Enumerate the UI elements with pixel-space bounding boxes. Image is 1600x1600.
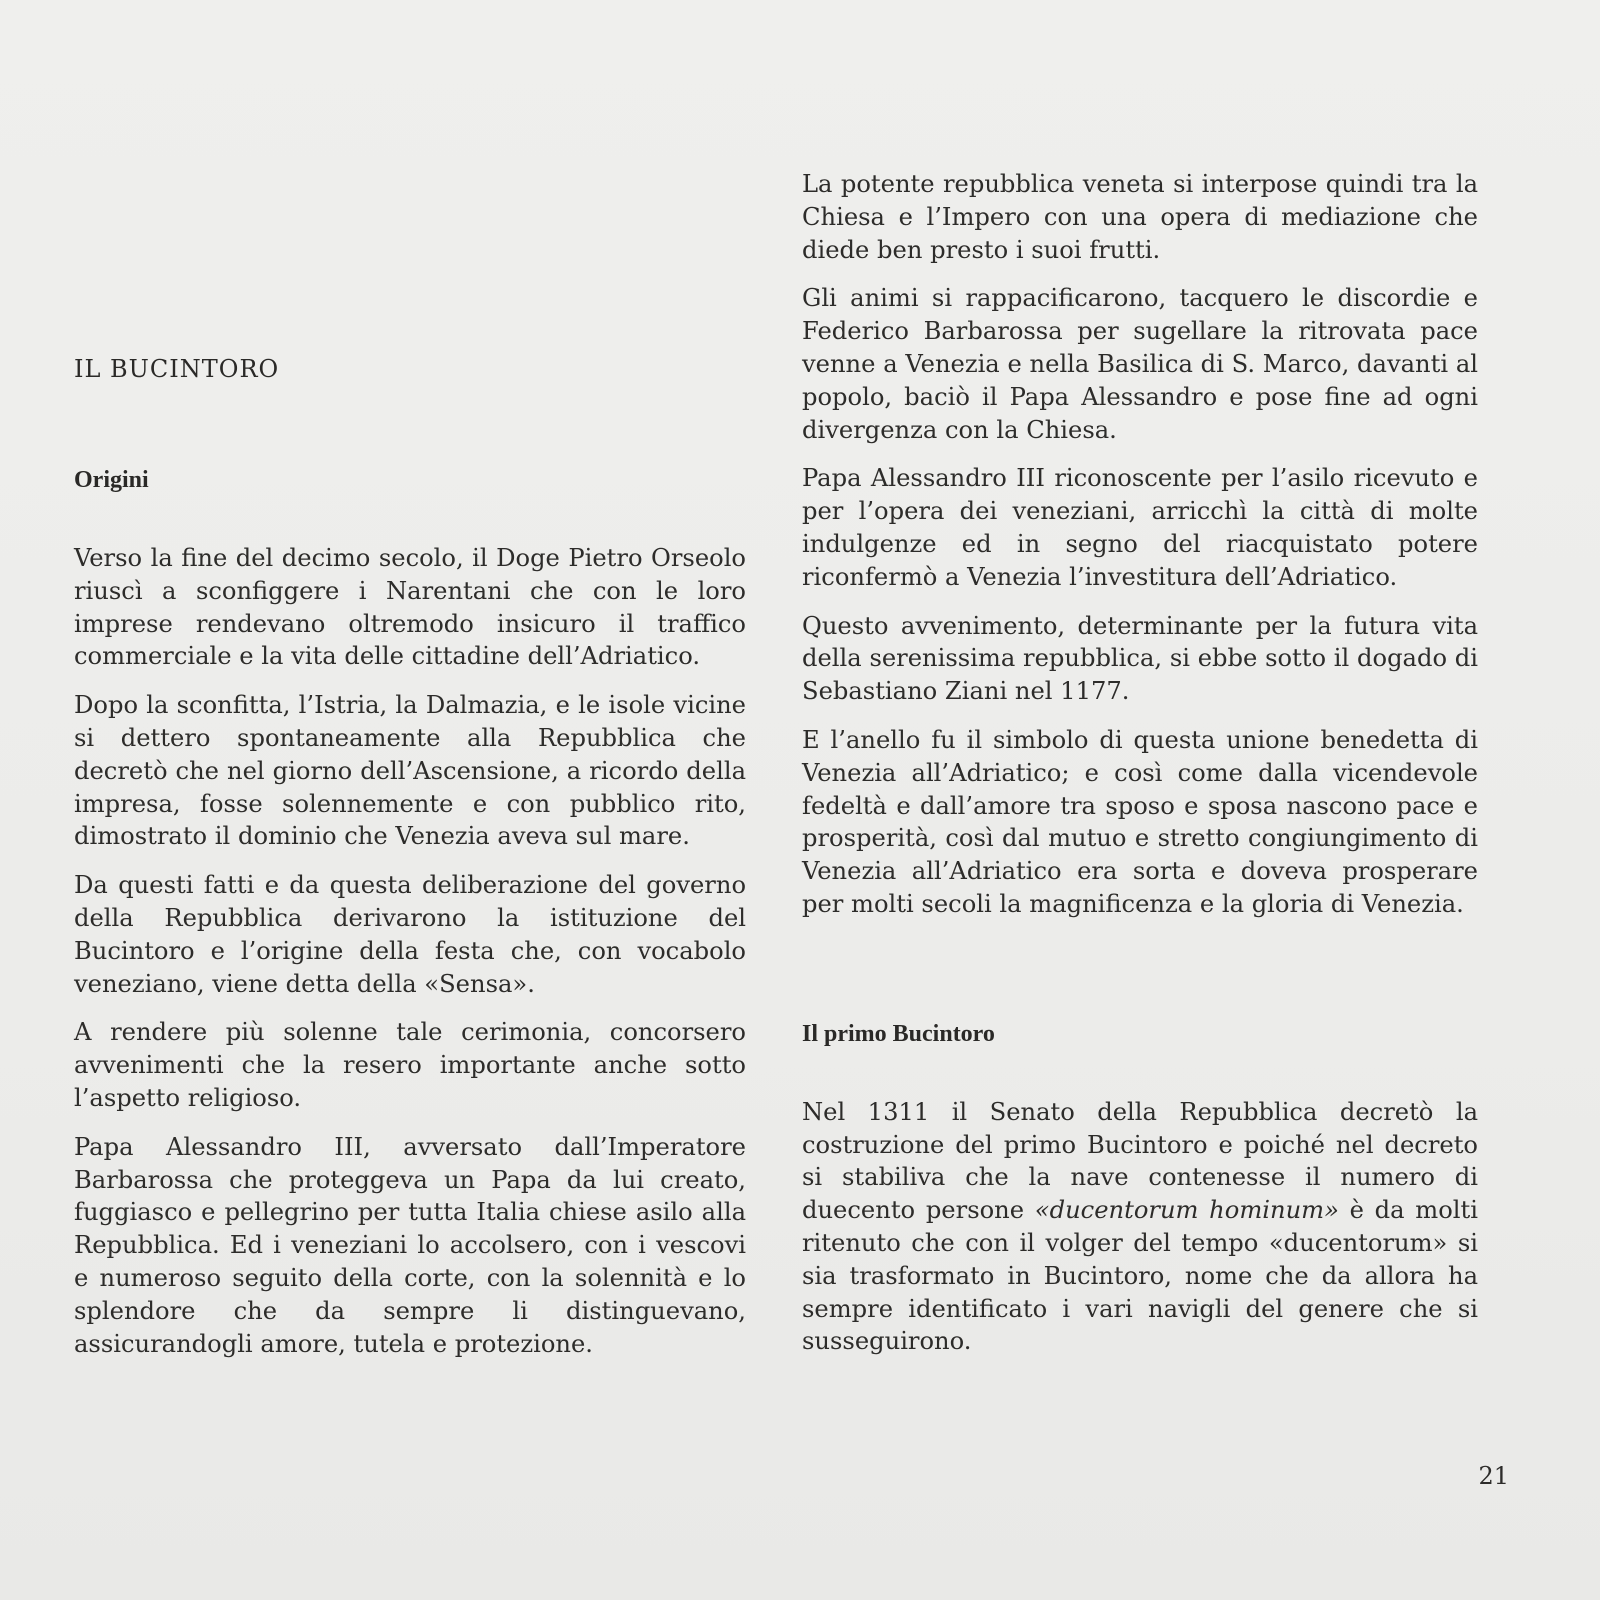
subheading-origini: Origini	[74, 467, 149, 493]
paragraph-text: è da molti ritenuto che con il volger del tempo «ducentorum» si sia trasformato in Bucintoro, nome che da allora ha sempre identificato i vari navigli del genere che si susseguirono.	[802, 1196, 1478, 1356]
paragraph: Da questi fatti e da questa deliberazione del governo della Repubblica derivarono la istituzione del Bucintoro e l’origine della festa che, con vocabolo veneziano, viene detta della «Sensa».	[74, 871, 746, 998]
section-spacer	[802, 937, 1478, 1021]
left-column	[74, 355, 746, 1376]
subheading-primo-bucintoro: Il primo Bucintoro	[802, 1020, 995, 1047]
paragraph-text: Nel 1311 il Senato della Repubblica decretò la costruzione del primo Bucintoro e poiché nel decreto si stabiliva che la nave contenesse il numero di duecento persone	[802, 1097, 1478, 1225]
paragraph: Papa Alessandro III, avversato dall’Imperatore Barbarossa che proteggeva un Papa da lui creato, fuggiasco e pellegrino per tutta Italia chiese asilo alla Repubblica. Ed i veneziani lo accolsero, con i vescovi e numeroso seguito della corte, con la solennità e lo splendore che da sempre li distinguevano, assicurandogli amore, tutela e protezione.	[74, 1132, 746, 1358]
paragraph: Verso la fine del decimo secolo, il Doge Pietro Orseolo riuscì a sconfiggere i Narentani che con le loro imprese rendevano oltremodo insicuro il traffico commerciale e la vita delle cittadine dell’Adriatico.	[74, 544, 746, 671]
paragraph: Dopo la sconfitta, l’Istria, la Dalmazia, e le isole vicine si dettero spontaneamente alla Repubblica che decretò che nel giorno dell’Ascensione, a ricordo della impresa, fosse solennemente e con pubblico rito, dimostrato il dominio che Venezia aveva sul mare.	[74, 691, 746, 851]
page-number: 21	[1478, 1462, 1509, 1490]
paragraph: Questo avvenimento, determinante per la futura vita della serenissima repubblica, si ebbe sotto il dogado di Sebastiano Ziani nel 1177.	[802, 611, 1478, 706]
paragraph: Gli animi si rappacificarono, tacquero le discordie e Federico Barbarossa per sugellare la ritrovata pace venne a Venezia e nella Basilica di S. Marco, davanti al popolo, baciò il Papa Alessandro e pose fine ad ogni divergenza con la Chiesa.	[802, 284, 1478, 444]
paragraph: A rendere più solenne tale cerimonia, concorsero avvenimenti che la resero importante anche sotto l’aspetto religioso.	[74, 1018, 746, 1112]
paragraph-primo-bucintoro	[802, 1096, 1478, 1358]
latin-phrase: «ducentorum hominum»	[1034, 1196, 1339, 1225]
right-column	[802, 168, 1478, 1374]
paragraph: Papa Alessandro III riconoscente per l’asilo ricevuto e per l’opera dei veneziani, arricchì la città di molte indulgenze ed in segno del riacquistato potere riconfermò a Venezia l’investitura dell’Adriatico.	[802, 464, 1478, 591]
paragraph: La potente repubblica veneta si interpose quindi tra la Chiesa e l’Impero con una opera di mediazione che diede ben presto i suoi frutti.	[802, 170, 1478, 264]
section-title: IL BUCINTORO	[74, 355, 280, 383]
paragraph: E l’anello fu il simbolo di questa unione benedetta di Venezia all’Adriatico; e così come dalla vicendevole fedeltà e dall’amore tra sposo e sposa nascono pace e prosperità, così dal mutuo e stretto congiungimento di Venezia all’Adriatico era sorta e doveva prosperare per molti secoli la magnificenza e la gloria di Venezia.	[802, 725, 1478, 918]
